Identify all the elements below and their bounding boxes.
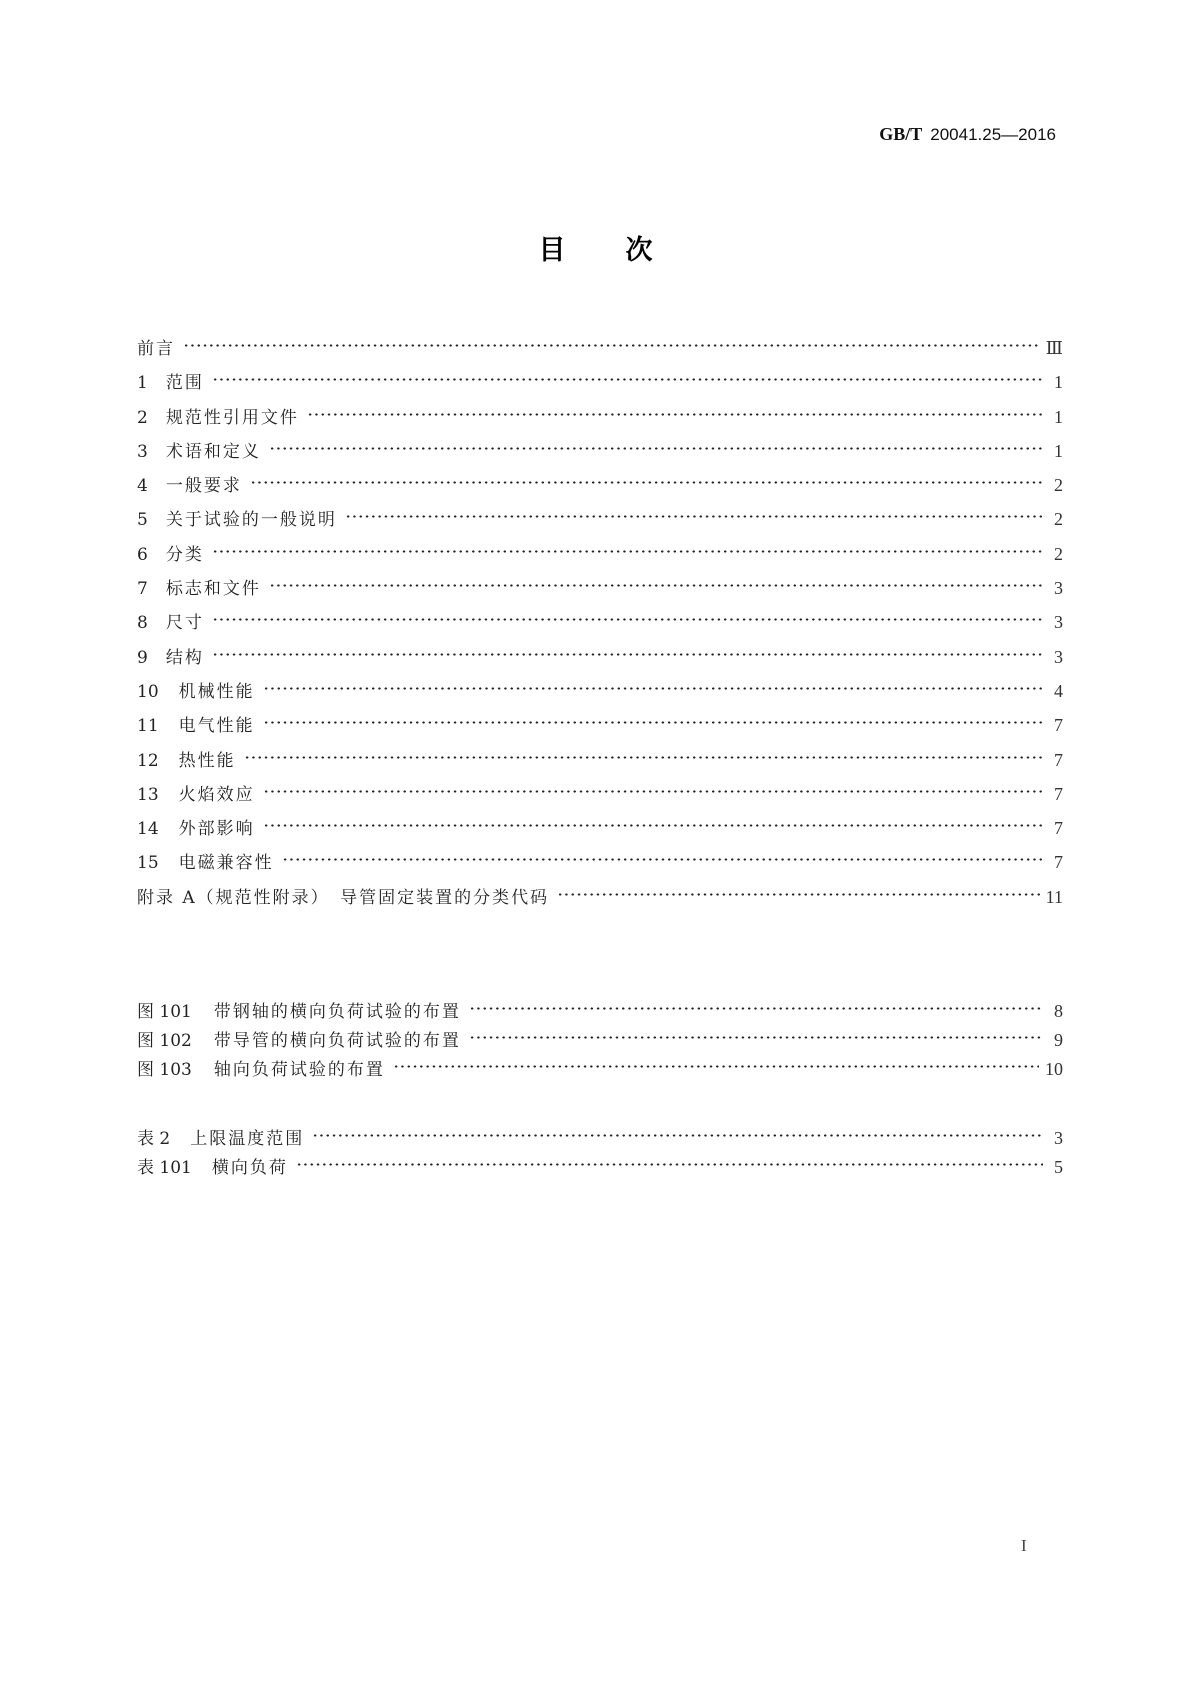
dot-leader bbox=[263, 810, 1043, 834]
toc-entry-label: 分类 bbox=[165, 544, 204, 565]
standard-prefix: GB/T bbox=[879, 124, 923, 144]
dot-leader bbox=[212, 536, 1043, 560]
dot-leader bbox=[469, 1022, 1043, 1046]
toc-entry-page: 2 bbox=[1054, 475, 1063, 496]
toc-entry-number: 图 103 bbox=[137, 1060, 192, 1080]
toc-entry-label: 横向负荷 bbox=[211, 1158, 288, 1178]
toc-entry-label: 术语和定义 bbox=[165, 441, 261, 462]
toc-entry-number: 14 bbox=[137, 819, 159, 840]
toc-entry-label: 结构 bbox=[165, 647, 204, 668]
toc-entry-page: 10 bbox=[1045, 1059, 1063, 1079]
toc-entry-number: 4 bbox=[137, 476, 148, 497]
dot-leader bbox=[263, 776, 1043, 800]
toc-entry-label: 一般要求 bbox=[165, 476, 242, 497]
dot-leader bbox=[282, 844, 1043, 868]
toc-entry-title bbox=[137, 714, 255, 738]
toc-entry-title bbox=[137, 406, 299, 430]
toc-entry-number: 图 102 bbox=[137, 1031, 192, 1051]
toc-entry-number: 表 101 bbox=[137, 1158, 192, 1178]
dot-leader bbox=[269, 433, 1043, 457]
toc-entry[interactable] bbox=[137, 330, 1063, 364]
dot-leader bbox=[244, 742, 1043, 766]
toc-entry-title bbox=[137, 783, 255, 807]
standard-code bbox=[879, 124, 1056, 145]
toc-entry-number: 表 2 bbox=[137, 1129, 171, 1149]
toc-entry-label: 外部影响 bbox=[178, 819, 255, 840]
dot-leader bbox=[183, 330, 1040, 354]
toc-entry-title bbox=[137, 337, 175, 361]
toc-entry-number: 6 bbox=[137, 544, 148, 565]
toc-entry-number: 2 bbox=[137, 407, 148, 428]
toc-entry-number: 1 bbox=[137, 373, 148, 394]
toc-entry-number: 5 bbox=[137, 510, 148, 531]
toc-entry-page: 5 bbox=[1054, 1157, 1063, 1177]
toc-entry-label: 热性能 bbox=[178, 750, 236, 771]
toc-entry-page: 3 bbox=[1054, 646, 1063, 667]
toc-entry-number: 11 bbox=[137, 716, 159, 737]
dot-leader bbox=[212, 639, 1043, 663]
toc-entry-title bbox=[137, 851, 274, 875]
toc-entry[interactable] bbox=[137, 467, 1063, 501]
toc-entry-label: 机械性能 bbox=[178, 681, 255, 702]
toc-entry[interactable] bbox=[137, 810, 1063, 844]
toc-entry-title bbox=[137, 440, 261, 464]
toc-entry-label: 带钢轴的横向负荷试验的布置 bbox=[213, 1002, 461, 1022]
toc-entry-page: Ⅲ bbox=[1045, 338, 1063, 358]
toc-entry-label: 标志和文件 bbox=[165, 579, 261, 600]
toc-entry[interactable] bbox=[137, 993, 1063, 1022]
toc-entry[interactable] bbox=[137, 776, 1063, 810]
toc-entry-title bbox=[137, 371, 204, 395]
dot-leader bbox=[312, 1120, 1043, 1144]
dot-leader bbox=[212, 604, 1043, 628]
toc-entry-title bbox=[137, 474, 242, 498]
toc-entry-page: 8 bbox=[1054, 1001, 1063, 1021]
toc-entry-title bbox=[137, 1058, 385, 1082]
toc-entry-label: 火焰效应 bbox=[178, 784, 255, 805]
toc-entry-page: 4 bbox=[1054, 680, 1063, 701]
toc-entry[interactable] bbox=[137, 742, 1063, 776]
toc-entry-label: 电气性能 bbox=[178, 716, 255, 737]
toc-entry[interactable] bbox=[137, 433, 1063, 467]
toc-entry[interactable] bbox=[137, 501, 1063, 535]
toc-entry-page: 3 bbox=[1054, 612, 1063, 633]
toc-entry-title bbox=[137, 611, 204, 635]
toc-entry[interactable] bbox=[137, 604, 1063, 638]
toc-entry-title bbox=[137, 577, 261, 601]
dot-leader bbox=[307, 399, 1043, 423]
page-title: 目次 bbox=[538, 235, 713, 266]
toc-entry-number: 7 bbox=[137, 579, 148, 600]
toc-entry[interactable] bbox=[137, 536, 1063, 570]
dot-leader bbox=[212, 364, 1043, 388]
dot-leader bbox=[263, 707, 1043, 731]
toc-entry-page: 1 bbox=[1054, 440, 1063, 461]
toc-entry-title bbox=[137, 543, 204, 567]
toc-entry-page: 1 bbox=[1054, 372, 1063, 393]
toc-entry-number: 12 bbox=[137, 750, 159, 771]
toc-entry[interactable] bbox=[137, 707, 1063, 741]
toc-entry[interactable] bbox=[137, 673, 1063, 707]
toc-entry-label: 前言 bbox=[137, 339, 175, 359]
toc-entry-number: 15 bbox=[137, 853, 159, 874]
toc-main-sections bbox=[137, 330, 1063, 913]
toc-entry-page: 7 bbox=[1054, 783, 1063, 804]
toc-entry-title bbox=[137, 508, 337, 532]
toc-entry-title bbox=[137, 680, 255, 704]
toc-entry-title bbox=[137, 886, 549, 910]
toc-entry-page: 7 bbox=[1054, 715, 1063, 736]
toc-entry[interactable] bbox=[137, 844, 1063, 878]
dot-leader bbox=[557, 879, 1039, 903]
toc-entry[interactable] bbox=[137, 364, 1063, 398]
toc-tables bbox=[137, 1120, 1063, 1178]
toc-entry-title bbox=[137, 1000, 461, 1024]
dot-leader bbox=[393, 1051, 1039, 1075]
toc-entry-label: 带导管的横向负荷试验的布置 bbox=[213, 1031, 461, 1051]
toc-entry-title bbox=[137, 817, 255, 841]
toc-entry-page: 2 bbox=[1054, 509, 1063, 530]
toc-entry-number: 3 bbox=[137, 441, 148, 462]
toc-entry[interactable] bbox=[137, 639, 1063, 673]
toc-entry-page: 7 bbox=[1054, 852, 1063, 873]
toc-entry[interactable] bbox=[137, 570, 1063, 604]
toc-entry-title bbox=[137, 1156, 288, 1180]
toc-entry-label: 附录 A（规范性附录） 导管固定装置的分类代码 bbox=[137, 887, 550, 908]
toc-entry[interactable] bbox=[137, 1120, 1063, 1149]
dot-leader bbox=[345, 501, 1043, 525]
toc-entry[interactable] bbox=[137, 879, 1063, 913]
toc-entry-number: 9 bbox=[137, 647, 148, 668]
toc-entry-number: 8 bbox=[137, 613, 148, 634]
toc-entry-label: 关于试验的一般说明 bbox=[165, 510, 337, 531]
dot-leader bbox=[269, 570, 1043, 594]
toc-entry-page: 1 bbox=[1054, 406, 1063, 427]
toc-figures bbox=[137, 993, 1063, 1080]
toc-entry-title bbox=[137, 1029, 461, 1053]
toc-entry[interactable] bbox=[137, 1022, 1063, 1051]
toc-entry-page: 11 bbox=[1045, 886, 1063, 907]
toc-entry-number: 10 bbox=[137, 681, 159, 702]
dot-leader bbox=[250, 467, 1043, 491]
toc-entry-number: 13 bbox=[137, 784, 159, 805]
toc-entry-title bbox=[137, 749, 236, 773]
dot-leader bbox=[296, 1149, 1043, 1173]
toc-entry-title bbox=[137, 1127, 304, 1151]
toc-entry-page: 3 bbox=[1054, 578, 1063, 599]
toc-entry-label: 规范性引用文件 bbox=[165, 407, 299, 428]
dot-leader bbox=[263, 673, 1043, 697]
toc-entry-title bbox=[137, 646, 204, 670]
toc-entry-page: 7 bbox=[1054, 818, 1063, 839]
toc-entry-label: 轴向负荷试验的布置 bbox=[213, 1060, 385, 1080]
toc-entry-label: 上限温度范围 bbox=[190, 1129, 305, 1149]
toc-entry-label: 范围 bbox=[165, 373, 204, 394]
toc-entry-page: 2 bbox=[1054, 543, 1063, 564]
toc-entry-page: 9 bbox=[1054, 1030, 1063, 1050]
toc-entry[interactable] bbox=[137, 1149, 1063, 1178]
toc-entry-label: 尺寸 bbox=[165, 613, 204, 634]
toc-entry[interactable] bbox=[137, 399, 1063, 433]
toc-entry[interactable] bbox=[137, 1051, 1063, 1080]
page-number: I bbox=[1021, 1536, 1027, 1555]
toc-entry-page: 3 bbox=[1054, 1128, 1063, 1148]
toc-entry-number: 图 101 bbox=[137, 1002, 192, 1022]
toc-entry-label: 电磁兼容性 bbox=[178, 853, 274, 874]
standard-number: 20041.25—2016 bbox=[930, 125, 1056, 144]
toc-entry-page: 7 bbox=[1054, 749, 1063, 770]
dot-leader bbox=[469, 993, 1043, 1017]
